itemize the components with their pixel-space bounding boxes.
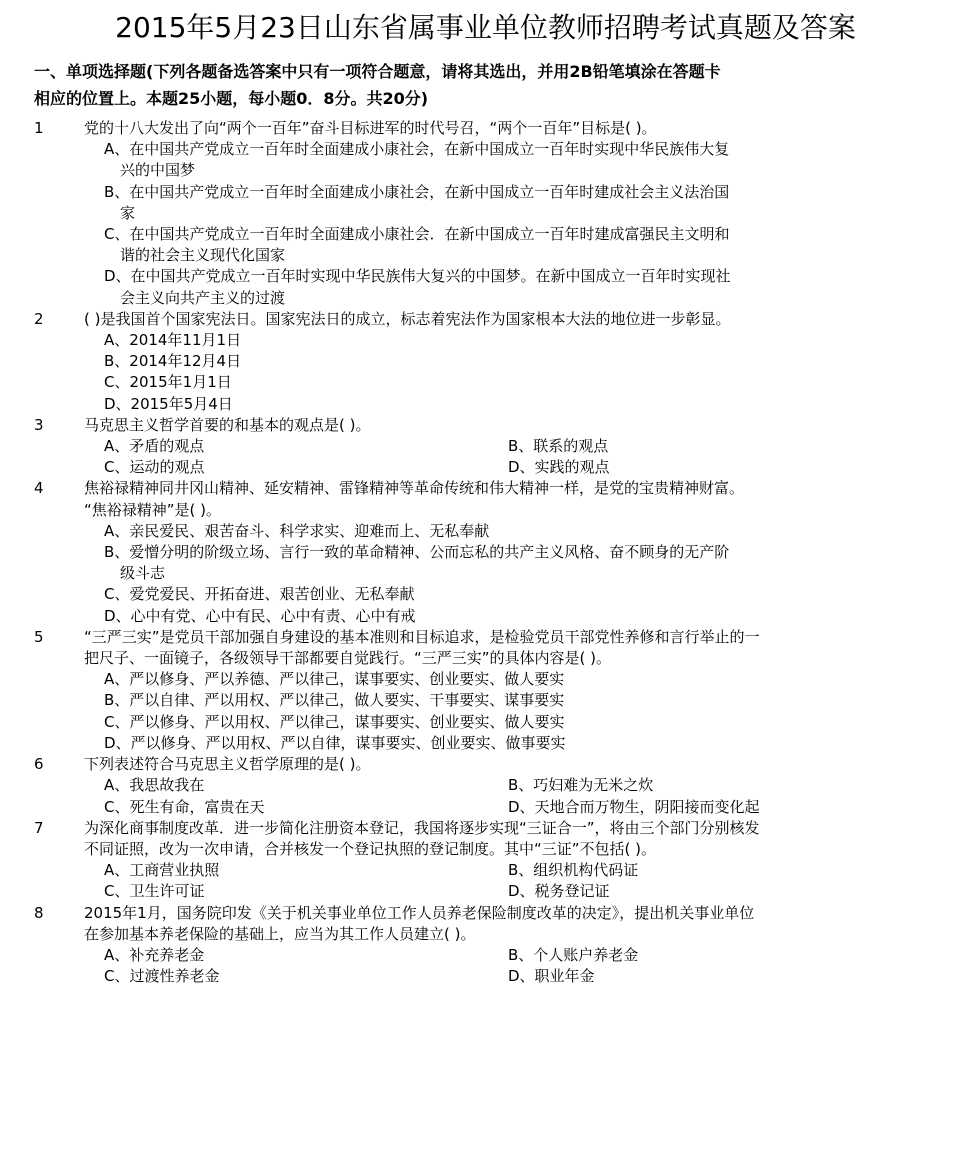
answer-option: B、严以自律、严以用权、严以律己，做人要实、干事要实、谋事要实 — [104, 691, 565, 710]
answer-option-row — [0, 860, 971, 881]
question-stem — [0, 118, 971, 139]
question-stem-continuation — [0, 500, 971, 521]
answer-option: D、在中国共产党成立一百年时实现中华民族伟大复兴的中国梦。在新中国成立一百年时实现社 — [104, 267, 731, 286]
answer-option: C、过渡性养老金 — [104, 967, 220, 986]
answer-option-row — [0, 436, 971, 457]
question-stem — [0, 903, 971, 924]
question-stem-text: 焦裕禄精神同井冈山精神、延安精神、雷锋精神等革命传统和伟大精神一样，是党的宝贵精神财富。 — [84, 479, 745, 498]
answer-option-continuation: 会主义向共产主义的过渡 — [120, 288, 286, 307]
answer-option: C、卫生许可证 — [104, 882, 205, 901]
question-stem-text: 把尺子、一面镜子，各级领导干部都要自觉践行。“三严三实”的具体内容是( )。 — [84, 649, 612, 668]
question-3 — [0, 415, 971, 479]
question-stem-continuation — [0, 924, 971, 945]
answer-option: C、爱党爱民、开拓奋进、艰苦创业、无私奉献 — [104, 585, 415, 604]
question-number: 1 — [34, 119, 44, 137]
answer-option-continuation: 级斗志 — [120, 564, 166, 583]
question-number: 5 — [34, 627, 44, 646]
answer-option: A、亲民爱民、艰苦奋斗、科学求实、迎难而上、无私奉献 — [104, 521, 490, 540]
answer-option: A、2014年11月1日 — [104, 331, 242, 350]
question-stem-text: ( )是我国首个国家宪法日。国家宪法日的成立，标志着宪法作为国家根本大法的地位进一步彰显。 — [84, 309, 731, 328]
question-1 — [0, 118, 971, 309]
answer-option: D、心中有党、心中有民、心中有责、心中有戒 — [104, 606, 416, 625]
question-number: 2 — [34, 309, 44, 328]
answer-option: D、2015年5月4日 — [104, 394, 233, 413]
section-heading-line-2: 相应的位置上。本题25小题，每小题0．8分。共20分) — [34, 89, 429, 108]
section-heading — [34, 58, 954, 112]
answer-option-continuation: 谐的社会主义现代化国家 — [120, 246, 286, 265]
answer-option: B、巧妇难为无米之炊 — [508, 776, 654, 795]
answer-option: D、职业年金 — [508, 967, 595, 986]
question-stem-continuation — [0, 839, 971, 860]
answer-option: D、税务登记证 — [508, 882, 610, 901]
answer-option: A、我思故我在 — [104, 776, 205, 795]
answer-option: C、在中国共产党成立一百年时全面建成小康社会．在新中国成立一百年时建成富强民主文明和 — [104, 225, 730, 244]
answer-option-row — [0, 945, 971, 966]
answer-option: B、在中国共产党成立一百年时全面建成小康社会，在新中国成立一百年时建成社会主义法治国 — [104, 182, 730, 201]
answer-option: A、在中国共产党成立一百年时全面建成小康社会，在新中国成立一百年时实现中华民族伟大复 — [104, 140, 730, 159]
answer-option: A、工商营业执照 — [104, 861, 220, 880]
question-stem-text: 在参加基本养老保险的基础上，应当为其工作人员建立( )。 — [84, 924, 476, 943]
page-title: 2015年5月23日山东省属事业单位教师招聘考试真题及答案 — [115, 11, 856, 44]
question-stem-text: 2015年1月，国务院印发《关于机关事业单位工作人员养老保险制度改革的决定》，提出机关事业单位 — [84, 903, 755, 922]
question-number: 6 — [34, 755, 44, 774]
question-stem — [0, 309, 971, 330]
answer-option: C、运动的观点 — [104, 458, 205, 477]
answer-option-row — [0, 457, 971, 478]
answer-option-continuation: 家 — [120, 203, 136, 222]
answer-option: B、爱憎分明的阶级立场、言行一致的革命精神、公而忘私的共产主义风格、奋不顾身的无产阶 — [104, 543, 730, 562]
question-number: 7 — [34, 818, 44, 837]
question-number: 4 — [34, 479, 44, 498]
question-stem-text: 下列表述符合马克思主义哲学原理的是( )。 — [84, 755, 371, 774]
answer-option-row — [0, 797, 971, 818]
question-5 — [0, 627, 971, 754]
answer-option: C、死生有命，富贵在天 — [104, 797, 265, 816]
answer-option: B、2014年12月4日 — [104, 352, 242, 371]
answer-option-row — [0, 881, 971, 902]
question-stem-text: 不同证照，改为一次申请，合并核发一个登记执照的登记制度。其中“三证”不包括( )。 — [84, 839, 657, 858]
answer-option: A、补充养老金 — [104, 945, 205, 964]
answer-option: A、矛盾的观点 — [104, 437, 205, 456]
answer-option: D、严以修身、严以用权、严以自律，谋事要实、创业要实、做事要实 — [104, 733, 566, 752]
question-stem — [0, 818, 971, 839]
answer-option: B、联系的观点 — [508, 437, 609, 456]
question-list — [0, 118, 971, 987]
question-stem-text: 为深化商事制度改革．进一步简化注册资本登记，我国将逐步实现“三证合一”，将由三个部门分别核发 — [84, 818, 760, 837]
section-heading-line-1: 一、单项选择题(下列各题备选答案中只有一项符合题意，请将其选出，并用2B铅笔填涂在答题卡 — [34, 62, 721, 81]
answer-option: A、严以修身、严以养德、严以律己，谋事要实、创业要实、做人要实 — [104, 670, 565, 689]
answer-option: D、天地合而万物生，阴阳接而变化起 — [508, 797, 760, 816]
answer-option-row — [0, 966, 971, 987]
question-stem — [0, 478, 971, 499]
question-stem — [0, 627, 971, 648]
question-7 — [0, 818, 971, 903]
question-8 — [0, 903, 971, 988]
answer-option: B、个人账户养老金 — [508, 945, 639, 964]
question-number: 3 — [34, 415, 44, 434]
answer-option: D、实践的观点 — [508, 458, 610, 477]
question-4 — [0, 478, 971, 626]
answer-option: C、2015年1月1日 — [104, 373, 232, 392]
answer-option-row — [0, 775, 971, 796]
question-stem — [0, 415, 971, 436]
question-number: 8 — [34, 903, 44, 922]
question-stem — [0, 754, 971, 775]
question-stem-text: “焦裕禄精神”是( )。 — [84, 500, 222, 519]
answer-option-continuation: 兴的中国梦 — [120, 161, 196, 180]
question-stem-text: 党的十八大发出了向“两个一百年”奋斗目标进军的时代号召，“两个一百年”目标是( )。 — [84, 119, 657, 137]
question-stem-continuation — [0, 648, 971, 669]
question-stem-text: “三严三实”是党员干部加强自身建设的基本准则和目标追求，是检验党员干部党性养修和言行举止的一 — [84, 627, 760, 646]
question-stem-text: 马克思主义哲学首要的和基本的观点是( )。 — [84, 415, 371, 434]
answer-option: B、组织机构代码证 — [508, 861, 639, 880]
answer-option: C、严以修身、严以用权、严以律己，谋事要实、创业要实、做人要实 — [104, 712, 565, 731]
question-6 — [0, 754, 971, 818]
question-2 — [0, 309, 971, 415]
